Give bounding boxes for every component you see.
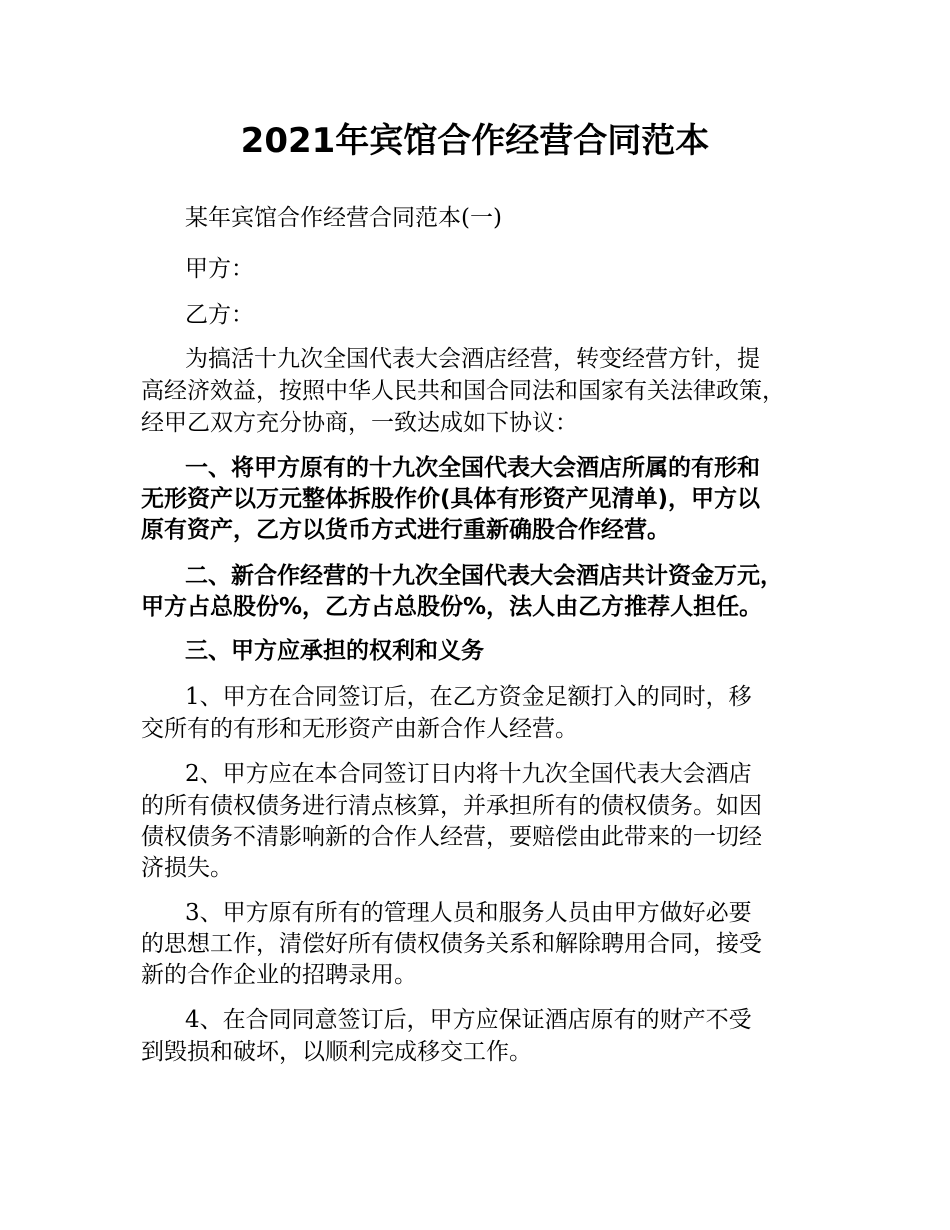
item4-line-2: 到毁损和破坏，以顺利完成移交工作。 xyxy=(141,1039,532,1065)
item1-line-1: 1、甲方在合同签订后，在乙方资金足额打入的同时，移 xyxy=(185,684,752,710)
party-b-label: 乙方： xyxy=(185,302,254,328)
item2-line-3: 债权债务不清影响新的合作人经营，要赔偿由此带来的一切经 xyxy=(141,824,762,850)
clause1-line-1: 一、将甲方原有的十九次全国代表大会酒店所属的有形和 xyxy=(185,455,760,481)
item3-line-2: 的思想工作，清偿好所有债权债务关系和解除聘用合同，接受 xyxy=(141,931,762,957)
intro-line-1: 为搞活十九次全国代表大会酒店经营，转变经营方针，提 xyxy=(185,346,760,372)
party-a-label: 甲方： xyxy=(185,256,254,282)
clause1-line-3: 原有资产，乙方以货币方式进行重新确股合作经营。 xyxy=(141,517,670,543)
clause2-line-2: 甲方占总股份%，乙方占总股份%，法人由乙方推荐人担任。 xyxy=(141,594,763,620)
item2-line-2: 的所有债权债务进行清点核算，并承担所有的债权债务。如因 xyxy=(141,793,762,819)
clause2-line-1: 二、新合作经营的十九次全国代表大会酒店共计资金万元， xyxy=(185,563,783,589)
document-title: 2021年宾馆合作经营合同范本 xyxy=(240,121,710,161)
clause1-line-2: 无形资产以万元整体拆股作价(具体有形资产见清单)，甲方以 xyxy=(141,486,761,512)
item3-line-1: 3、甲方原有所有的管理人员和服务人员由甲方做好必要 xyxy=(185,900,752,926)
item3-line-3: 新的合作企业的招聘录用。 xyxy=(141,962,417,988)
document-subtitle: 某年宾馆合作经营合同范本(一) xyxy=(185,205,502,231)
intro-line-3: 经甲乙双方充分协商，一致达成如下协议： xyxy=(141,410,578,436)
intro-line-2: 高经济效益，按照中华人民共和国合同法和国家有关法律政策， xyxy=(141,378,785,404)
item2-line-1: 2、甲方应在本合同签订日内将十九次全国代表大会酒店 xyxy=(185,761,752,787)
item4-line-1: 4、在合同同意签订后，甲方应保证酒店原有的财产不受 xyxy=(185,1007,752,1033)
item2-line-4: 济损失。 xyxy=(141,855,233,881)
item1-line-2: 交所有的有形和无形资产由新合作人经营。 xyxy=(141,716,578,742)
clause3-heading: 三、甲方应承担的权利和义务 xyxy=(185,638,484,664)
